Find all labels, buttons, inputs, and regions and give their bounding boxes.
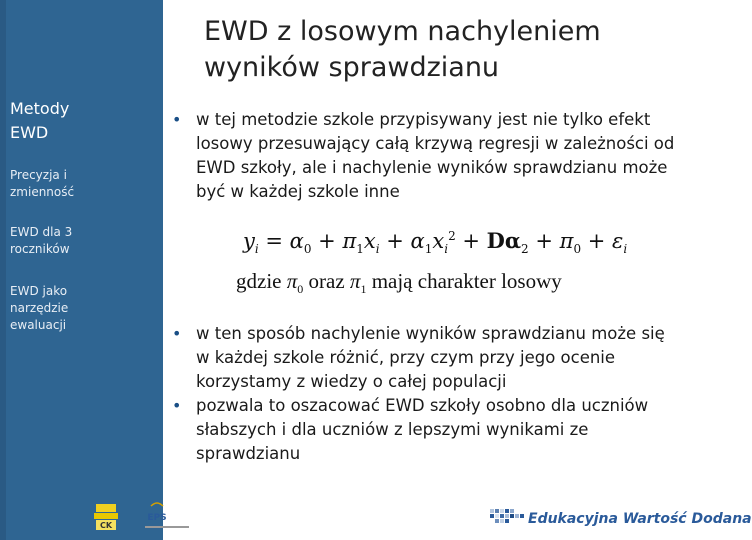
sidebar-item-ewd-3-rocznikow[interactable]	[10, 224, 90, 258]
sidebar-item-metody-ewd[interactable]	[10, 97, 100, 145]
formula-caption: gdzie $\pi_0$ oraz $\pi_1$ mają charakter losowy	[236, 269, 562, 297]
sidebar-strip	[0, 0, 6, 540]
bullet-item: • w tej metodzie szkole przypisywany jest nie tylko efekt losowy przesuwający całą krzywą regresji w zależności od EWD szkoły, ale i nachylenie wyników sprawdzianu może być w każdej szkole inne	[172, 108, 682, 204]
sidebar-item-label: Precyzja i zmienność	[10, 168, 75, 199]
bullet-item: • w ten sposób nachylenie wyników sprawdzianu może się w każdej szkole różnić, przy czym przy jego ocenie korzystamy z wiedzy o całej populacji	[172, 322, 682, 394]
sidebar-item-label: EWD jako narzędzie ewaluacji	[10, 284, 69, 332]
sidebar	[0, 0, 163, 540]
sidebar-item-label: EWD dla 3 roczników	[10, 225, 73, 256]
caption-oraz: oraz	[308, 269, 345, 293]
caption-rest: mają charakter losowy	[371, 269, 562, 293]
bullet-list-top	[172, 108, 682, 204]
bullet-item: • pozwala to oszacować EWD szkoły osobno dla uczniów słabszych i dla uczniów z lepszymi wynikami ze sprawdzianu	[172, 394, 682, 466]
eps-logo	[141, 500, 189, 532]
ck-logo-text: CK	[99, 521, 113, 530]
brand-text: Edukacyjna Wartość Dodana	[528, 511, 752, 527]
sidebar-main-label: Metody EWD	[10, 99, 70, 142]
page-title: EWD z losowym nachyleniem wyników sprawdzianu	[204, 16, 601, 83]
eps-logo-text: EPS	[147, 513, 167, 523]
sidebar-item-ewd-ewaluacja[interactable]	[10, 283, 92, 334]
bullet-list-bottom	[172, 322, 682, 466]
caption-gdzie: gdzie	[236, 269, 282, 293]
sidebar-item-precyzja[interactable]	[10, 167, 96, 201]
ck-logo	[94, 500, 118, 532]
regression-formula: $y_i = \alpha_0 + \pi_1x_i + \alpha_1x_i^2 + D\alpha_2 + \pi_0 + \varepsilon_i$	[243, 228, 628, 257]
